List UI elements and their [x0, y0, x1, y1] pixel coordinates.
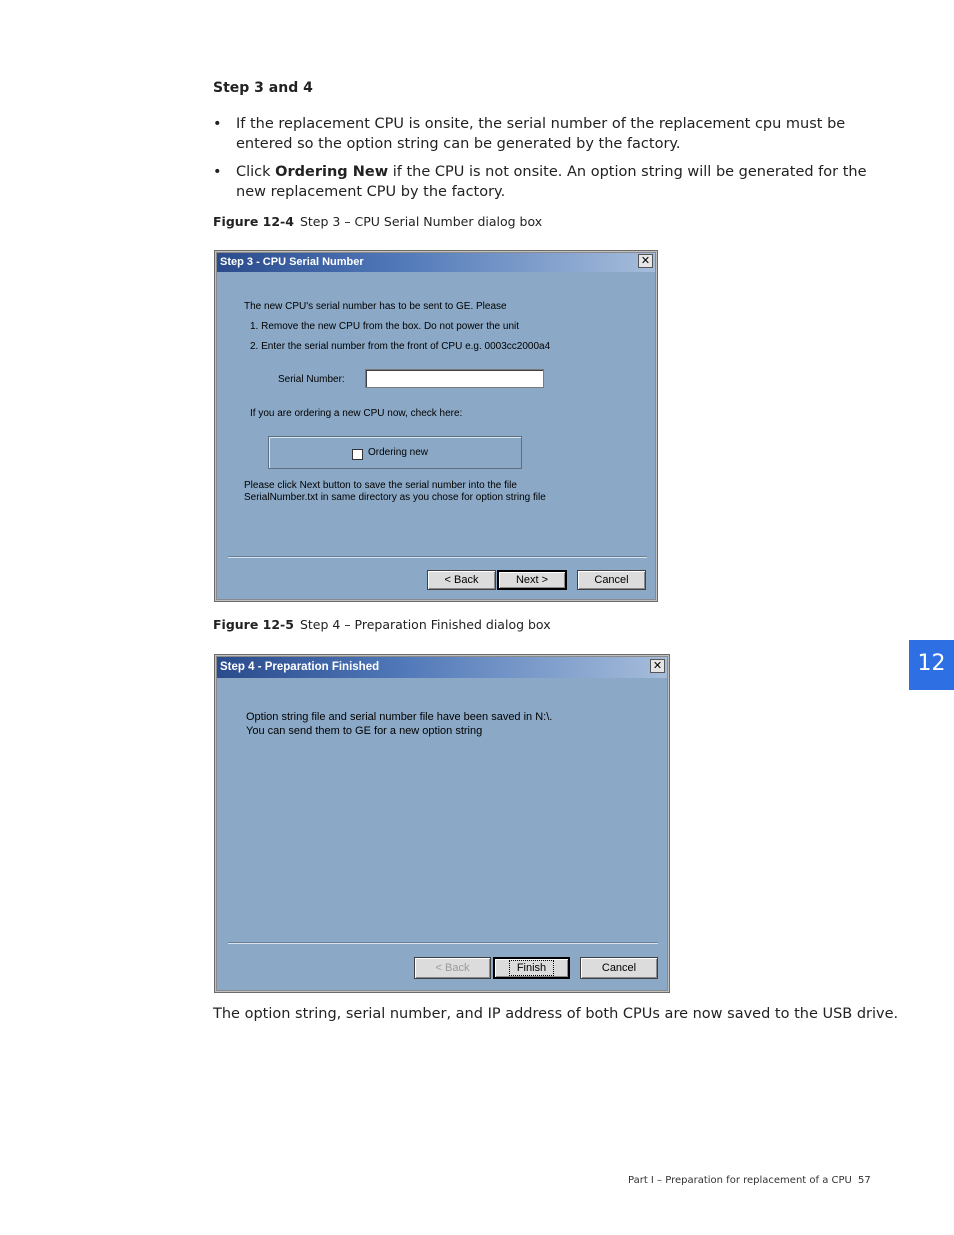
dialog-separator — [228, 942, 658, 944]
dialog-title-bar — [217, 253, 655, 272]
back-button[interactable] — [414, 957, 491, 979]
cancel-button-label: Cancel — [594, 574, 629, 586]
close-icon[interactable]: ✕ — [638, 254, 653, 268]
cpu-serial-number-dialog — [214, 250, 658, 602]
closing-paragraph: The option string, serial number, and IP address of both CPUs are now saved to the USB drive. — [213, 1006, 899, 1022]
cancel-button[interactable] — [580, 957, 658, 979]
dialog-intro-text: The new CPU's serial number has to be sent to GE. Please — [244, 301, 507, 312]
bullet-text-post: if the CPU is not onsite. An option string will be generated for the new replacement CPU by the factory. — [236, 164, 867, 200]
dialog-step-1: 1. Remove the new CPU from the box. Do not power the unit — [250, 321, 520, 332]
figure-label: Figure 12-5 — [213, 617, 294, 632]
close-icon[interactable]: ✕ — [650, 659, 665, 673]
serial-number-input[interactable] — [365, 369, 544, 388]
dialog-title: Step 3 - CPU Serial Number — [220, 256, 364, 268]
section-heading: Step 3 and 4 — [213, 80, 313, 96]
bullet-item — [213, 114, 873, 154]
dialog-separator — [228, 556, 647, 558]
chapter-tab: 12 — [909, 640, 954, 690]
dialog-step-2: 2. Enter the serial number from the front of CPU e.g. 0003cc2000a4 — [250, 341, 551, 352]
ordering-new-label[interactable]: Ordering new — [368, 447, 429, 458]
bullet-marker: • — [213, 116, 222, 132]
dialog-note-line-2: SerialNumber.txt in same directory as you chose for option string file — [244, 492, 546, 503]
page-number: 57 — [858, 1175, 871, 1186]
dialog-note-line-1: Please click Next button to save the serial number into the file — [244, 480, 517, 491]
back-button[interactable] — [427, 570, 496, 590]
bullet-text-pre: Click — [236, 164, 276, 180]
footer-section-title: Part I – Preparation for replacement of a CPU — [628, 1175, 852, 1186]
cancel-button[interactable] — [577, 570, 646, 590]
finish-button-label: Finish — [511, 962, 552, 974]
cancel-button-label: Cancel — [601, 962, 637, 974]
dialog-title: Step 4 - Preparation Finished — [220, 661, 380, 673]
preparation-finished-dialog — [214, 654, 670, 993]
next-button-label: Next > — [515, 574, 549, 586]
dialog-title-bar — [217, 657, 667, 678]
bullet-text — [236, 162, 873, 202]
figure-label: Figure 12-4 — [213, 214, 294, 229]
finish-button[interactable] — [493, 957, 570, 979]
bullet-text: If the replacement CPU is onsite, the serial number of the replacement cpu must be entered so the option string can be generated by the factory. — [236, 116, 846, 152]
finished-message-line-1: Option string file and serial number file have been saved in N:\. — [246, 711, 553, 723]
ordering-prompt: If you are ordering a new CPU now, check here: — [250, 408, 463, 419]
finished-message-line-2: You can send them to GE for a new option string — [246, 725, 483, 737]
bullet-item — [213, 162, 873, 202]
serial-number-label: Serial Number: — [278, 374, 345, 385]
bullet-bold-term: Ordering New — [275, 164, 389, 180]
figure-caption — [213, 214, 542, 229]
figure-caption-text: Step 4 – Preparation Finished dialog box — [299, 617, 551, 632]
next-button[interactable] — [497, 570, 567, 590]
figure-caption — [213, 617, 551, 632]
back-button-label: < Back — [435, 962, 470, 974]
ordering-group-box — [268, 436, 522, 469]
back-button-label: < Back — [444, 574, 479, 586]
ordering-new-checkbox[interactable] — [352, 449, 363, 460]
figure-caption-text: Step 3 – CPU Serial Number dialog box — [299, 214, 543, 229]
bullet-marker: • — [213, 164, 222, 180]
